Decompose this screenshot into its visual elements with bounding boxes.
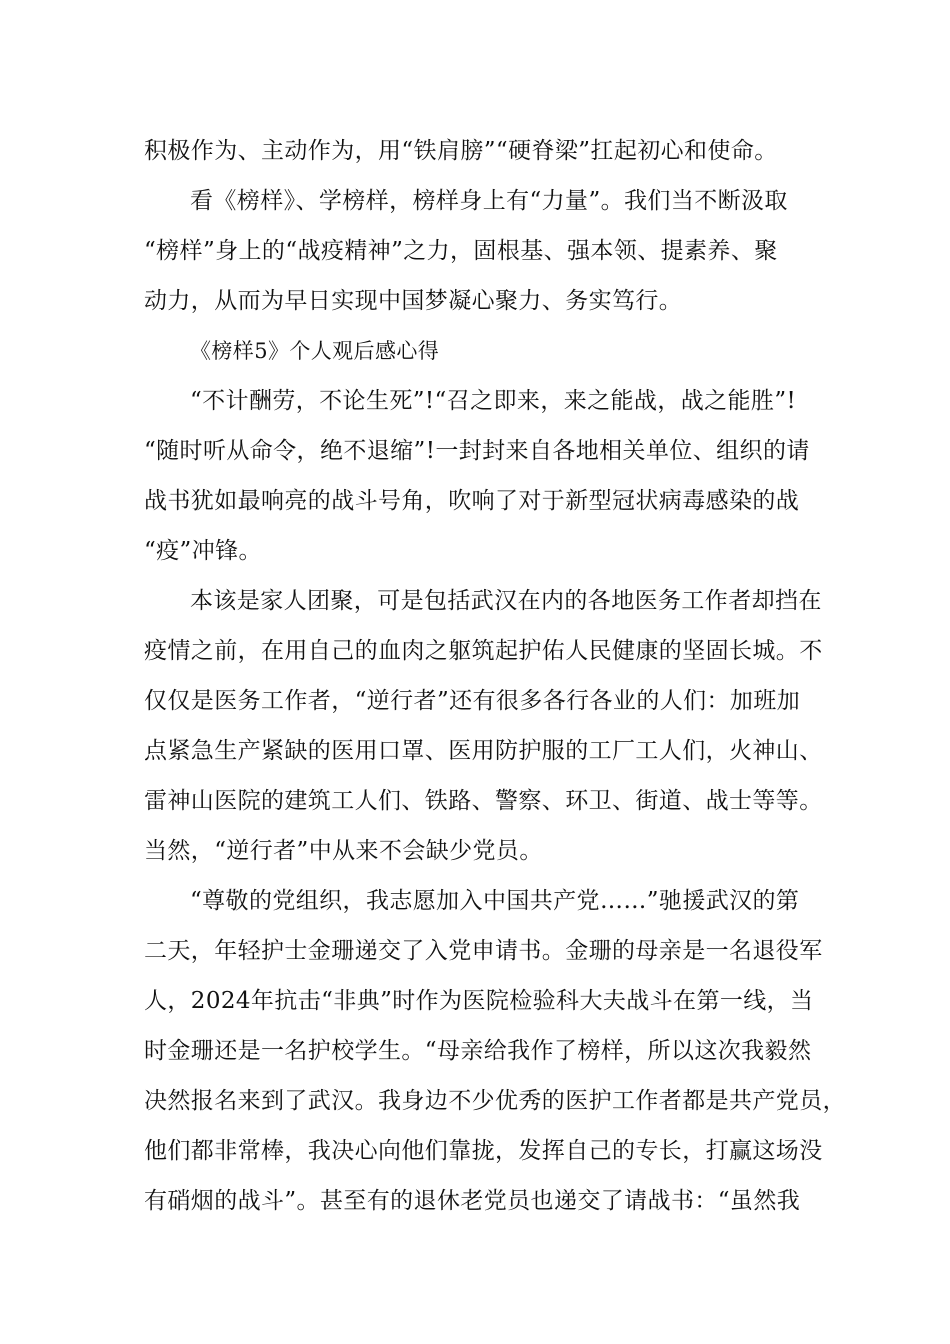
paragraph-line: 时金珊还是一名护校学生。“母亲给我作了榜样，所以这次我毅然 [144, 1038, 812, 1064]
paragraph-line: 积极作为、主动作为，用“铁肩膀”“硬脊梁”扛起初心和使命。 [144, 138, 778, 164]
paragraph-line: “榜样”身上的“战疫精神”之力，固根基、强本领、提素养、聚 [144, 238, 778, 264]
paragraph-line: “尊敬的党组织，我志愿加入中国共产党……”驰援武汉的第 [190, 888, 800, 914]
paragraph-line: 看《榜样》、学榜样，榜样身上有“力量”。我们当不断汲取 [190, 188, 788, 214]
paragraph-line: 人，2024年抗击“非典”时作为医院检验科大夫战斗在第一线，当 [144, 988, 814, 1014]
paragraph-line: 当然，“逆行者”中从来不会缺少党员。 [144, 838, 543, 864]
section-heading: 《榜样5》个人观后感心得 [190, 339, 440, 363]
paragraph-line: 二天，年轻护士金珊递交了入党申请书。金珊的母亲是一名退役军 [144, 938, 823, 964]
paragraph-line: 疫情之前，在用自己的血肉之躯筑起护佑人民健康的坚固长城。不 [144, 638, 823, 664]
paragraph-line: 雷神山医院的建筑工人们、铁路、警察、环卫、街道、战士等等。 [144, 788, 823, 814]
paragraph-line: 点紧急生产紧缺的医用口罩、医用防护服的工厂工人们，火神山、 [144, 738, 823, 764]
document-body [144, 126, 846, 1226]
paragraph-line: 本该是家人团聚，可是包括武汉在内的各地医务工作者却挡在 [190, 588, 822, 614]
paragraph-line: “疫”冲锋。 [144, 538, 262, 564]
paragraph-line: 他们都非常棒，我决心向他们靠拢，发挥自己的专长，打赢这场没 [144, 1138, 823, 1164]
paragraph-line: “不计酬劳，不论生死”!“召之即来，来之能战，战之能胜”! [190, 388, 797, 414]
paragraph-line: 决然报名来到了武汉。我身边不少优秀的医护工作者都是共产党员， [144, 1088, 846, 1114]
paragraph-line: 仅仅是医务工作者，“逆行者”还有很多各行各业的人们：加班加 [144, 688, 801, 714]
paragraph-line: 有硝烟的战斗”。甚至有的退休老党员也递交了请战书：“虽然我 [144, 1188, 801, 1214]
paragraph-line: 战书犹如最响亮的战斗号角，吹响了对于新型冠状病毒感染的战 [144, 488, 800, 514]
paragraph-line: “随时听从命令，绝不退缩”!一封封来自各地相关单位、组织的请 [144, 438, 810, 464]
paragraph-line: 动力，从而为早日实现中国梦凝心聚力、务实笃行。 [144, 288, 683, 314]
